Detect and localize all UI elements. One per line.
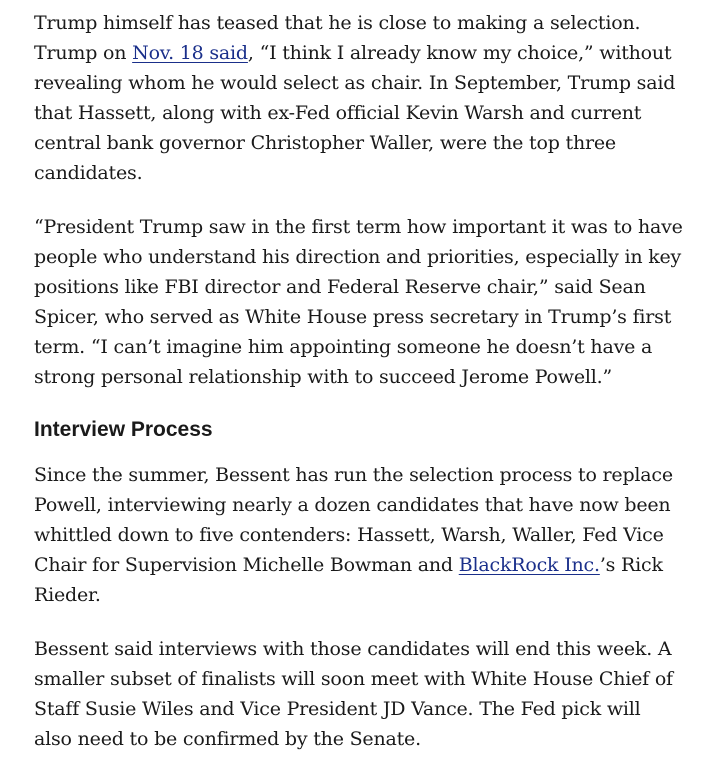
nov-18-said-link[interactable]: Nov. 18 said: [132, 42, 248, 64]
blackrock-link[interactable]: BlackRock Inc.: [458, 554, 600, 576]
paragraph-4: Bessent said interviews with those candidates will end this week. A smaller subset of finalists will soon meet with White House Chief of Staff Susie Wiles and Vice President JD Vance. The Fed pick will also need to be confirmed by the Senate.: [34, 638, 673, 750]
section-heading: Interview Process: [34, 418, 213, 441]
paragraph-3-text-end: ’s Rick Rieder.: [34, 554, 663, 606]
paragraph-3: [34, 460, 684, 610]
paragraph-2: “President Trump saw in the first term how important it was to have people who understand his direction and priorities, especially in key positions like FBI director and Federal Reserve chair,” said Sean Spicer, who served as White House press secretary in Trump’s first term. “I can’t imagine him appointing someone he doesn’t have a strong personal relationship with to succeed Jerome Powell.”: [34, 216, 683, 388]
article-body: [34, 8, 684, 754]
paragraph-1-text-start: Trump himself has teased that he is close to making a selection. Trump on: [34, 12, 641, 64]
paragraph-1-text-end: , “I think I already know my choice,” without revealing whom he would select as chair. In September, Trump said that Hassett, along with ex-Fed official Kevin Warsh and current central bank governor Christopher Waller, were the top three candidates.: [34, 42, 676, 184]
paragraph-3-text-start: Since the summer, Bessent has run the selection process to replace Powell, interviewing nearly a dozen candidates that have now been whittled down to five contenders: Hassett, Warsh, Waller, Fed Vice Chair for Supervision Michelle Bowman and: [34, 464, 673, 576]
paragraph-1: [34, 8, 684, 188]
